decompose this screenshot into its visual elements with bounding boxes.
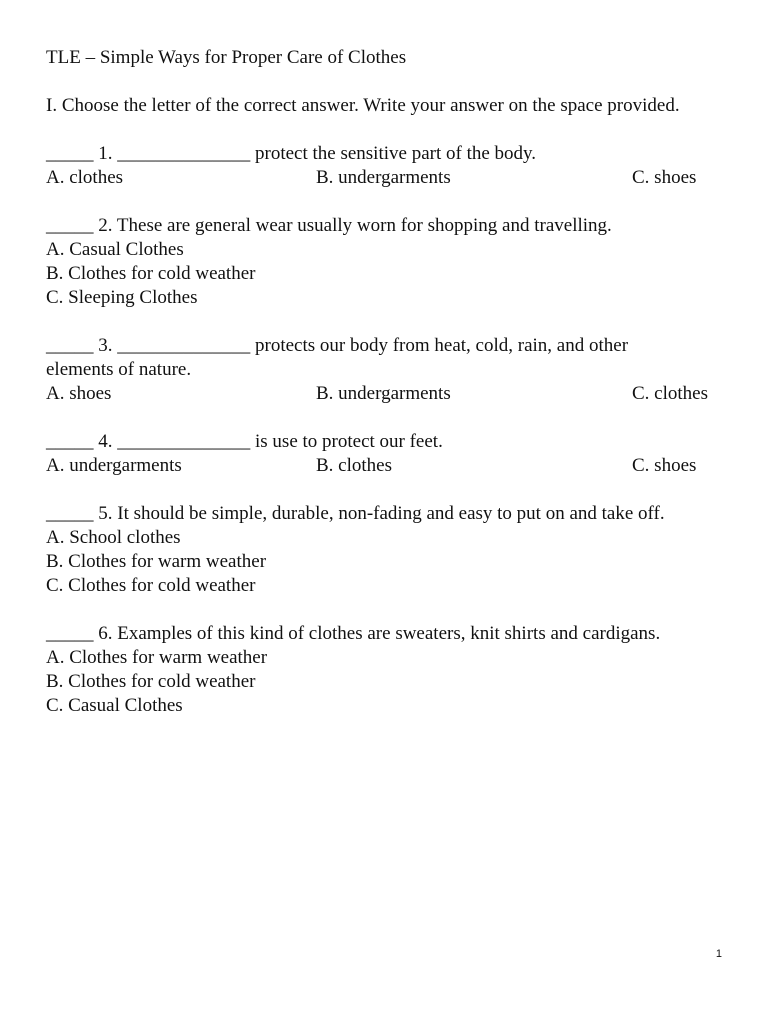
question-text: _____ 1. ______________ protect the sensitive part of the body. bbox=[46, 143, 537, 164]
answer-option: A. Casual Clothes bbox=[46, 239, 184, 260]
question-item bbox=[46, 142, 736, 190]
answer-option: B. Clothes for cold weather bbox=[46, 263, 256, 284]
answer-option: C. Clothes for cold weather bbox=[46, 575, 256, 596]
question-text: _____ 6. Examples of this kind of clothes are sweaters, knit shirts and cardigans. bbox=[46, 623, 661, 644]
question-text: _____ 4. ______________ is use to protect our feet. bbox=[46, 431, 443, 452]
answer-option: B. undergarments bbox=[316, 383, 451, 404]
answer-option: B. undergarments bbox=[316, 167, 451, 188]
answer-option: C. Casual Clothes bbox=[46, 695, 183, 716]
answer-option: A. shoes bbox=[46, 383, 112, 404]
question-item bbox=[46, 622, 736, 718]
question-item bbox=[46, 214, 736, 310]
answer-options-row bbox=[46, 166, 736, 190]
answer-option: A. undergarments bbox=[46, 455, 182, 476]
answer-option: A. School clothes bbox=[46, 527, 181, 548]
answer-options-row bbox=[46, 382, 736, 406]
answer-option: B. Clothes for cold weather bbox=[46, 671, 256, 692]
answer-option: A. clothes bbox=[46, 167, 124, 188]
answer-option: A. Clothes for warm weather bbox=[46, 647, 268, 668]
question-text: _____ 3. ______________ protects our body from heat, cold, rain, and other bbox=[46, 335, 629, 356]
document-title: TLE – Simple Ways for Proper Care of Clothes bbox=[46, 47, 407, 68]
worksheet-page bbox=[46, 46, 736, 742]
answer-options-row bbox=[46, 454, 736, 478]
question-list bbox=[46, 142, 736, 718]
instructions-text: I. Choose the letter of the correct answer. Write your answer on the space provided. bbox=[46, 95, 680, 116]
answer-option: C. shoes bbox=[632, 167, 697, 188]
question-text: _____ 2. These are general wear usually worn for shopping and travelling. bbox=[46, 215, 612, 236]
answer-option: C. clothes bbox=[632, 383, 708, 404]
answer-option: C. Sleeping Clothes bbox=[46, 287, 198, 308]
question-text: _____ 5. It should be simple, durable, non-fading and easy to put on and take off. bbox=[46, 503, 665, 524]
question-item bbox=[46, 502, 736, 598]
answer-option: B. clothes bbox=[316, 455, 392, 476]
page-number: 1 bbox=[715, 948, 722, 960]
question-text: elements of nature. bbox=[46, 359, 192, 380]
answer-option: C. shoes bbox=[632, 455, 697, 476]
answer-option: B. Clothes for warm weather bbox=[46, 551, 267, 572]
question-item bbox=[46, 430, 736, 478]
question-item bbox=[46, 334, 736, 406]
